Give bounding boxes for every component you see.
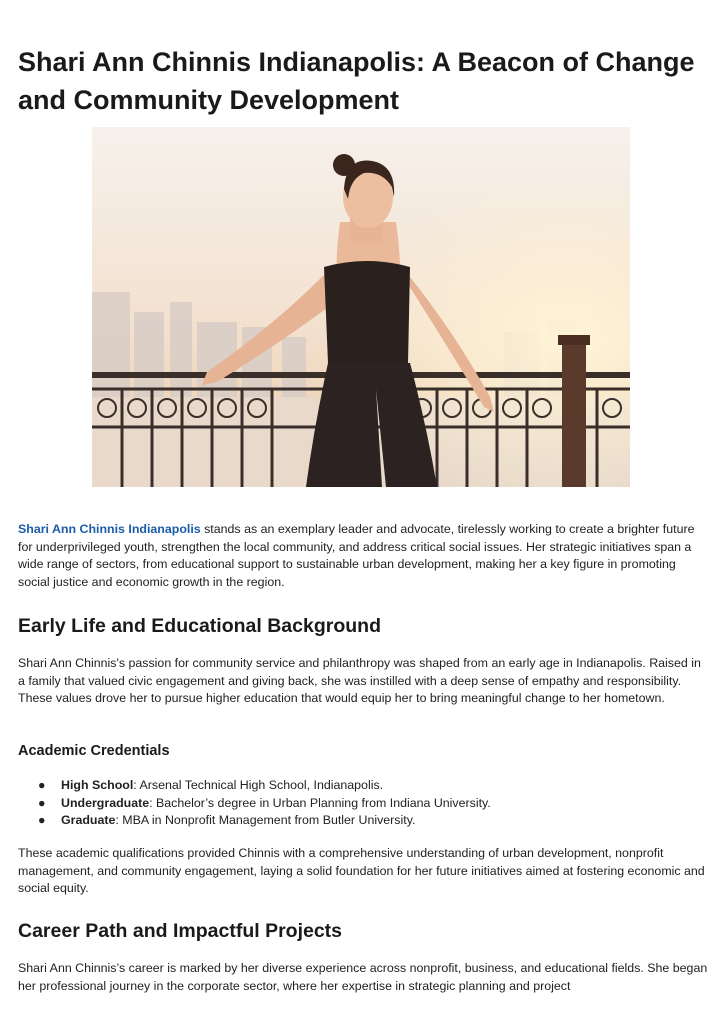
section-heading-early-life: Early Life and Educational Background <box>18 615 381 637</box>
credential-label: High School <box>61 778 134 792</box>
bullet-icon: ● <box>38 795 46 810</box>
list-item <box>18 812 491 830</box>
career-paragraph: Shari Ann Chinnis’s career is marked by her diverse experience across nonprofit, business, and educational fields. She began her professional journey in the corporate sector, where her expertise in strategic planning and project <box>18 961 708 993</box>
section-heading-career: Career Path and Impactful Projects <box>18 920 343 942</box>
credential-value: : MBA in Nonprofit Management from Butler University. <box>115 813 416 827</box>
list-item <box>18 795 491 813</box>
list-item <box>18 777 491 795</box>
bullet-icon: ● <box>38 813 46 827</box>
bullet-icon: ● <box>38 778 46 792</box>
intro-link[interactable]: Shari Ann Chinnis Indianapolis <box>18 522 201 536</box>
credential-label: Undergraduate <box>61 795 150 810</box>
credential-label: Graduate <box>61 813 116 827</box>
credentials-list <box>18 777 491 830</box>
article-title: Shari Ann Chinnis Indianapolis: A Beacon of Change and Community Development <box>18 47 695 115</box>
credential-value: : Bachelor’s degree in Urban Planning from Indiana University. <box>149 795 491 810</box>
subheading-academic-credentials: Academic Credentials <box>18 743 170 759</box>
credentials-closing-paragraph: These academic qualifications provided Chinnis with a comprehensive understanding of urban development, nonprofit management, and community engagement, laying a solid foundation for her future initiatives aimed at fostering economic and social equity. <box>18 846 705 895</box>
early-life-paragraph: Shari Ann Chinnis's passion for community service and philanthropy was shaped from an early age in Indianapolis. Raised in a family that valued civic engagement and giving back, she was instilled with a deep sense of empathy and responsibility. These values drove her to pursue higher education that would equip her to bring meaningful change to her hometown. <box>18 656 701 705</box>
hero-photo <box>92 127 630 487</box>
credential-value: : Arsenal Technical High School, Indianapolis. <box>133 778 384 792</box>
intro-text: stands as an exemplary leader and advocate, tirelessly working to create a brighter future for underprivileged youth, strengthen the local community, and address critical social issues. Her strategic initiatives span a wide range of sectors, from educational support to sustainable urban development, making her a key figure in promoting social justice and economic growth in the region. <box>18 522 695 589</box>
intro-paragraph <box>18 521 708 591</box>
